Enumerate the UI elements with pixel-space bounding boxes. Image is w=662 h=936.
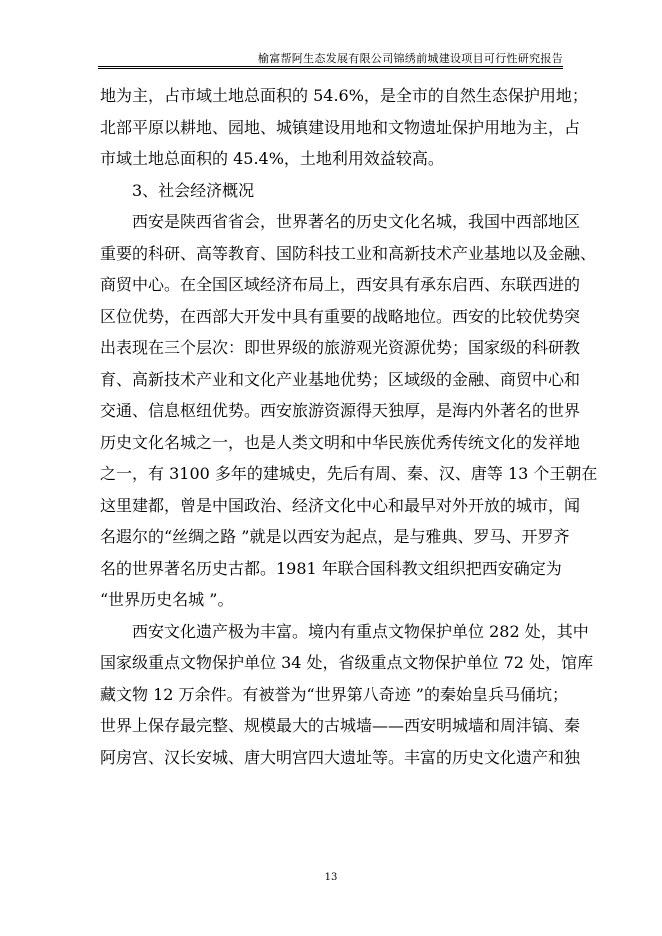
- text-line: 地为主，占市域土地总面积的 54.6%，是全市的自然生态保护用地；: [100, 86, 588, 105]
- text-line: 历史文化名城之一，也是人类文明和中华民族优秀传统文化的发祥地: [100, 432, 581, 452]
- text-line: 出表现在三个层次：即世界级的旅游观光资源优势；国家级的科研教: [100, 338, 581, 357]
- text-line: 藏文物 12 万余件。有被誉为“世界第八奇迹 ”的秦始皇兵马俑坑；: [100, 684, 568, 704]
- text-line: 区位优势，在西部大开发中具有重要的战略地位。西安的比较优势突: [100, 306, 581, 326]
- header-rule: [98, 66, 563, 67]
- text-line: 国家级重点文物保护单位 34 处，省级重点文物保护单位 72 处，馆库: [100, 653, 594, 672]
- text-line: 阿房宫、汉长安城、唐大明宫四大遗址等。丰富的历史文化遗产和独: [100, 747, 581, 767]
- text-line: 商贸中心。在全国区域经济布局上，西安具有承东启西、东联西进的: [100, 275, 581, 294]
- text-line: 北部平原以耕地、园地、城镇建设用地和文物遗址保护用地为主，占: [100, 117, 581, 137]
- text-line: 交通、信息枢纽优势。西安旅游资源得天独厚，是海内外著名的世界: [100, 401, 581, 420]
- header-rule-secondary: [98, 68, 563, 69]
- text-line: 名遐尔的“丝绸之路 ”就是以西安为起点，是与雅典、罗马、开罗齐: [100, 527, 570, 546]
- body-text: [100, 80, 598, 773]
- section-heading: 3、社会经济概况: [132, 180, 255, 200]
- running-header: 榆富帮阿生态发展有限公司锦绣前城建设项目可行性研究报告: [257, 52, 563, 65]
- text-line: 名的世界著名历史古都。1981 年联合国科教文组织把西安确定为: [100, 558, 562, 578]
- text-line: 市域土地总面积的 45.4%，土地利用效益较高。: [100, 149, 444, 168]
- text-line: 之一，有 3100 多年的建城史，先后有周、秦、汉、唐等 13 个王朝在: [100, 464, 598, 483]
- text-line: “世界历史名城 ”。: [100, 590, 234, 609]
- text-line: 重要的科研、高等教育、国防科技工业和高新技术产业基地以及金融、: [100, 243, 597, 263]
- text-line: 世界上保存最完整、规模最大的古城墙——西安明城墙和周沣镐、秦: [100, 716, 581, 735]
- text-line: 育、高新技术产业和文化产业基地优势；区域级的金融、商贸中心和: [100, 369, 581, 389]
- text-line: 西安是陕西省省会，世界著名的历史文化名城，我国中西部地区: [132, 212, 581, 231]
- text-line: 这里建都，曾是中国政治、经济文化中心和最早对外开放的城市，闻: [100, 495, 581, 515]
- page-number: 13: [324, 872, 338, 883]
- text-line: 西安文化遗产极为丰富。境内有重点文物保护单位 282 处，其中: [132, 621, 589, 641]
